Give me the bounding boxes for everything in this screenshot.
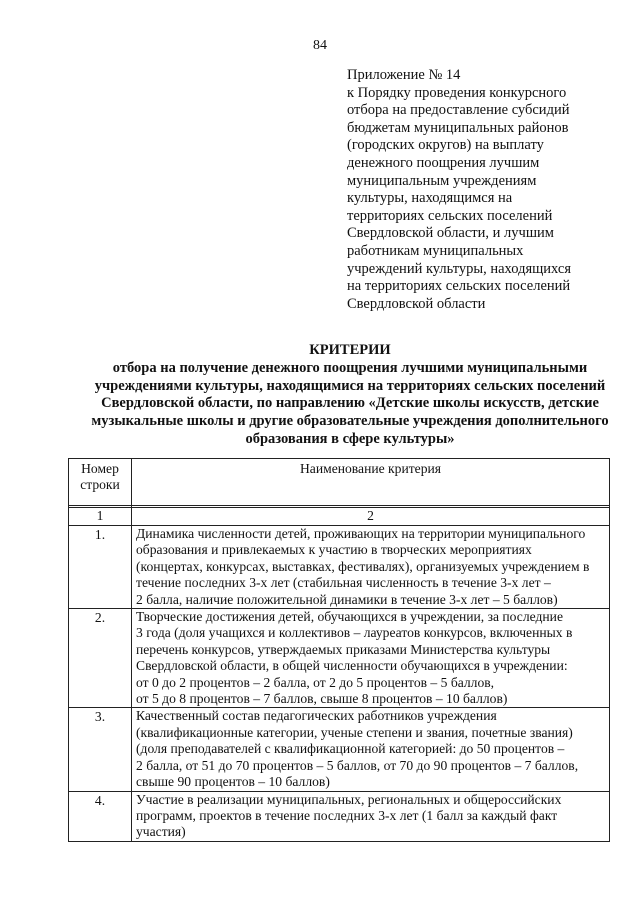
- appendix-line: отбора на предоставление субсидий: [347, 102, 570, 119]
- appendix-line: работникам муниципальных: [347, 242, 524, 259]
- appendix-line: бюджетам муниципальных районов: [347, 119, 569, 136]
- row-text-line: от 5 до 8 процентов – 7 баллов, свыше 8 процентов – 10 баллов): [136, 691, 508, 707]
- row-text-line: перечень конкурсов, утверждаемых приказами Министерства культуры: [136, 641, 551, 657]
- appendix-line: Свердловской области: [347, 295, 486, 312]
- index-col-1: 1: [69, 508, 132, 526]
- title-line: Свердловской области, по направлению «Детские школы искусств, детские: [101, 395, 599, 412]
- title-line: учреждениями культуры, находящимися на территориях сельских поселений: [94, 377, 606, 394]
- row-text-line: Творческие достижения детей, обучающихся в учреждении, за последние: [136, 609, 563, 625]
- appendix-line: учреждений культуры, находящихся: [347, 260, 571, 277]
- row-text-line: от 0 до 2 процентов – 2 балла, от 2 до 5 процентов – 5 баллов,: [136, 674, 495, 690]
- appendix-line: денежного поощрения лучшим: [347, 154, 540, 171]
- row-text-line: (концертах, конкурсах, выставках, фестивалях), организуемых учреждением в: [136, 558, 590, 574]
- table-row: [69, 791, 610, 841]
- row-text-line: 3 года (доля учащихся и коллективов – лауреатов конкурсов, включенных в: [136, 625, 573, 641]
- row-criterion: [132, 708, 610, 791]
- row-number: 2.: [69, 609, 132, 708]
- row-number: 3.: [69, 708, 132, 791]
- header-criterion-name: Наименование критерия: [132, 459, 610, 506]
- appendix-line: Свердловской области, и лучшим: [347, 225, 554, 242]
- table-row: [69, 708, 610, 791]
- title-line: отбора на получение денежного поощрения лучшими муниципальными: [112, 359, 588, 376]
- page-number: 84: [313, 38, 327, 53]
- row-text-line: образования и привлекаемых к участию в творческих мероприятиях: [136, 542, 532, 558]
- row-text-line: Динамика численности детей, проживающих на территории муниципального: [136, 526, 586, 541]
- table-row: [69, 526, 610, 609]
- row-criterion: [132, 609, 610, 708]
- appendix-line: территориях сельских поселений: [347, 207, 553, 224]
- row-text-line: Участие в реализации муниципальных, региональных и общероссийских: [136, 791, 562, 807]
- document-title: [60, 342, 640, 449]
- row-criterion: [132, 526, 610, 609]
- appendix-line: культуры, находящимся на: [347, 190, 513, 207]
- appendix-line: Приложение № 14: [347, 67, 461, 83]
- title-line: музыкальные школы и другие образовательные учреждения дополнительного: [91, 413, 609, 430]
- appendix-note: [347, 67, 627, 313]
- row-text-line: Качественный состав педагогических работников учреждения: [136, 708, 497, 724]
- header-number-line: строки: [80, 477, 120, 493]
- row-text-line: 2 балла, наличие положительной динамики в течение 3-х лет – 5 баллов): [136, 591, 558, 607]
- row-text-line: свыше 90 процентов – 10 баллов): [136, 774, 330, 790]
- appendix-line: (городских округов) на выплату: [347, 137, 544, 154]
- row-criterion: [132, 791, 610, 841]
- table-header-row: [69, 459, 610, 506]
- criteria-table: [68, 458, 610, 842]
- appendix-line: муниципальным учреждениям: [347, 172, 537, 189]
- row-text-line: (доля преподавателей с квалификационной категорией: до 50 процентов –: [136, 741, 565, 757]
- index-col-2: 2: [132, 508, 610, 526]
- row-text-line: участия): [136, 824, 186, 840]
- title-main: КРИТЕРИИ: [309, 342, 391, 358]
- appendix-line: к Порядку проведения конкурсного: [347, 84, 567, 101]
- table-row: [69, 609, 610, 708]
- table-index-row: [69, 508, 610, 526]
- row-number: 1.: [69, 526, 132, 609]
- row-text-line: (квалификационные категории, ученые степени и звания, почетные звания): [136, 724, 573, 740]
- row-text-line: 2 балла, от 51 до 70 процентов – 5 баллов, от 70 до 90 процентов – 7 баллов,: [136, 757, 579, 773]
- row-number: 4.: [69, 791, 132, 841]
- title-line: образования в сфере культуры»: [245, 430, 455, 447]
- header-row-number: [69, 459, 132, 506]
- row-text-line: программ, проектов в течение последних 3-х лет (1 балл за каждый факт: [136, 807, 558, 823]
- row-text-line: течение последних 3-х лет (стабильная численность в течение 3-х лет –: [136, 575, 551, 591]
- row-text-line: Свердловской области, в общей численности обучающихся в учреждении:: [136, 658, 568, 674]
- header-number-line: Номер: [81, 461, 119, 476]
- appendix-line: на территориях сельских поселений: [347, 278, 571, 295]
